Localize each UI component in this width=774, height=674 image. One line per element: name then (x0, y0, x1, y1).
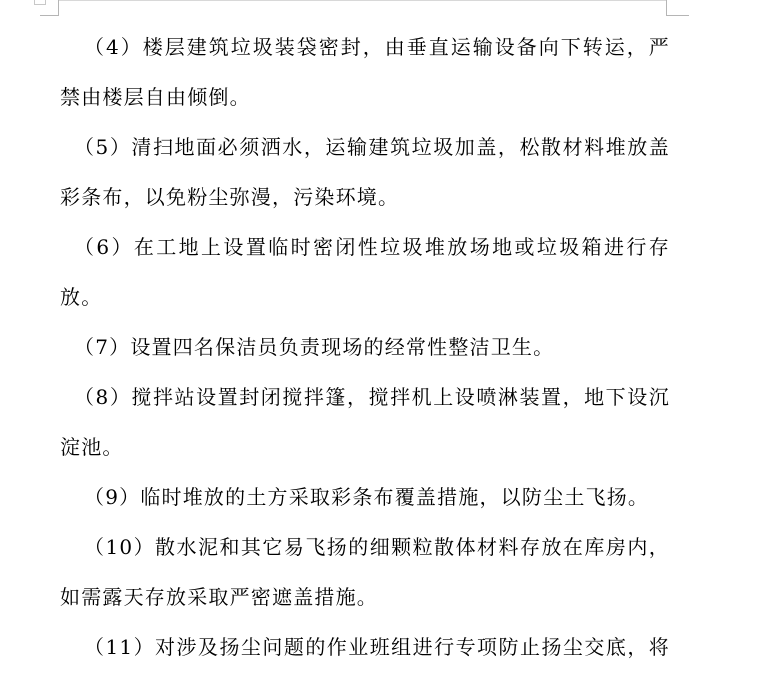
text-line: （5）清扫地面必须洒水，运输建筑垃圾加盖，松散材料堆放盖 (74, 135, 670, 159)
document-body[interactable] (60, 22, 670, 672)
text-line: 如需露天存放采取严密遮盖措施。 (60, 585, 378, 609)
text-line: （7）设置四名保洁员负责现场的经常性整洁卫生。 (74, 335, 555, 359)
text-line: 禁由楼层自由倾倒。 (60, 85, 251, 109)
text-line: （11）对涉及扬尘问题的作业班组进行专项防止扬尘交底，将 (84, 635, 670, 659)
margin-corner-mark-right-h (667, 15, 689, 16)
text-line: （4）楼层建筑垃圾装袋密封，由垂直运输设备向下转运，严 (84, 35, 670, 59)
text-line: 放。 (60, 285, 103, 309)
text-line: （10）散水泥和其它易飞扬的细颗粒散体材料存放在库房内， (84, 535, 670, 559)
text-line: （9）临时堆放的土方采取彩条布覆盖措施，以防尘土飞扬。 (84, 485, 650, 509)
page-top-border (58, 0, 666, 1)
margin-corner-mark-right-v (666, 0, 667, 16)
text-line: 彩条布，以免粉尘弥漫，污染环境。 (60, 185, 400, 209)
text-line: （6）在工地上设置临时密闭性垃圾堆放场地或垃圾箱进行存 (74, 235, 670, 259)
paragraph-mark-icon (34, 0, 46, 5)
text-line: （8）搅拌站设置封闭搅拌篷，搅拌机上设喷淋装置，地下设沉 (74, 385, 670, 409)
margin-corner-mark-left-v (58, 0, 59, 16)
margin-corner-mark-left-h (40, 15, 58, 16)
text-line: 淀池。 (60, 435, 124, 459)
